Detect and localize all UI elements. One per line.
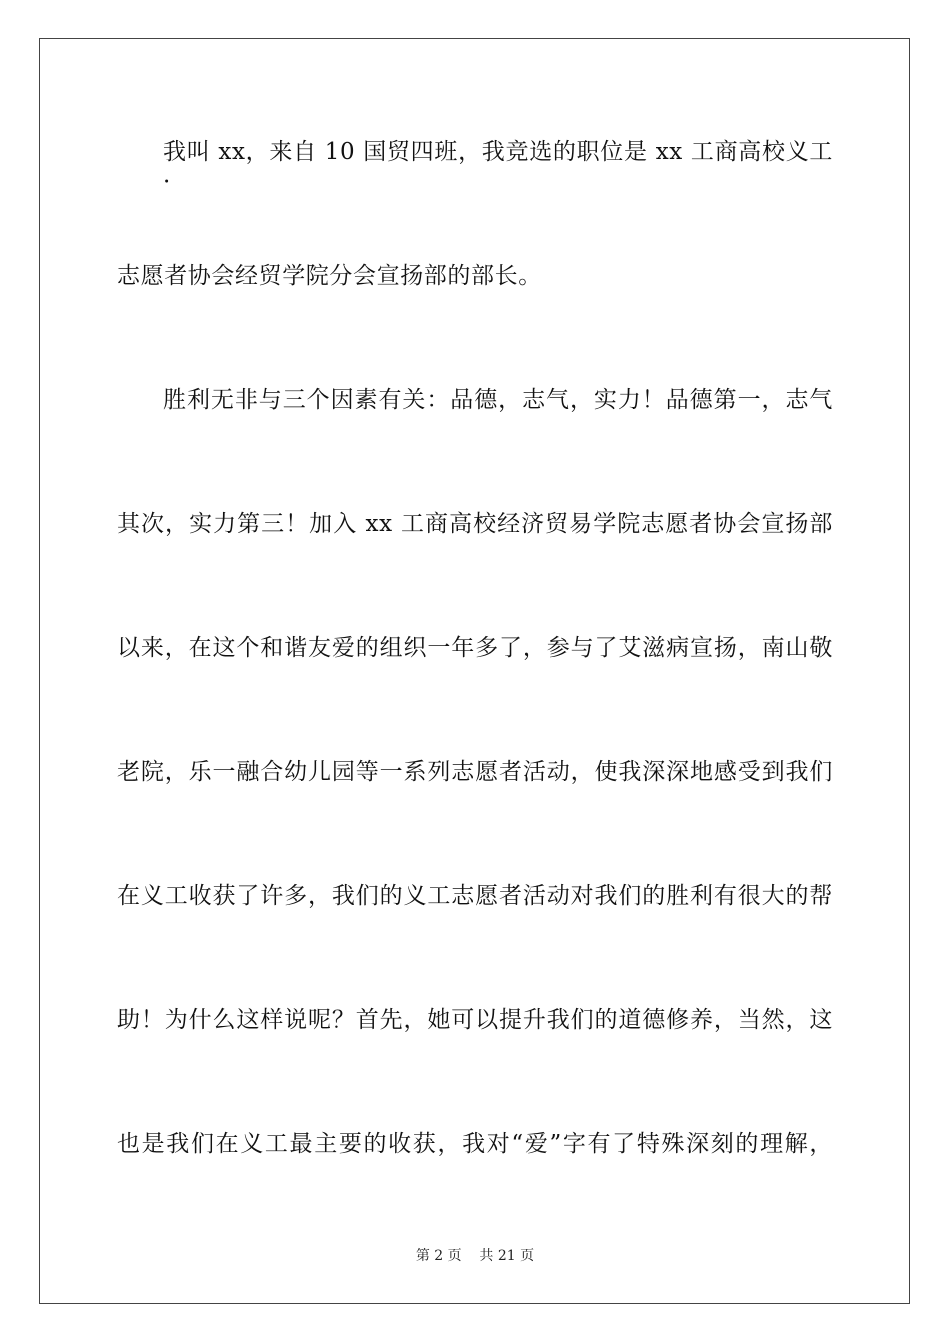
paragraph-2-line-5: 在义工收获了许多，我们的义工志愿者活动对我们的胜利有很大的帮: [117, 883, 833, 909]
paragraph-1-line-2: 志愿者协会经贸学院分会宣扬部的部长。: [117, 263, 542, 289]
paragraph-2-line-4: 老院，乐一融合幼儿园等一系列志愿者活动，使我深深地感受到我们: [117, 759, 833, 785]
paragraph-2-line-7: 也是我们在义工最主要的收获，我对“爱”字有了特殊深刻的理解，: [117, 1131, 833, 1157]
paragraph-2-line-6: 助！为什么这样说呢？首先，她可以提升我们的道德修养，当然，这: [117, 1007, 833, 1033]
paragraph-1-line-1: 我叫 xx，来自 10 国贸四班，我竞选的职位是 xx 工商高校义工·: [163, 139, 833, 195]
paragraph-2-line-3: 以来，在这个和谐友爱的组织一年多了，参与了艾滋病宣扬，南山敬: [117, 635, 833, 661]
page-number-footer: 第 2 页 共 21 页: [415, 1248, 535, 1264]
paragraph-2-line-1: 胜利无非与三个因素有关：品德，志气，实力！品德第一，志气: [163, 387, 833, 413]
page-border: [39, 38, 910, 1304]
paragraph-2-line-2: 其次，实力第三！加入 xx 工商高校经济贸易学院志愿者协会宣扬部: [117, 511, 833, 537]
